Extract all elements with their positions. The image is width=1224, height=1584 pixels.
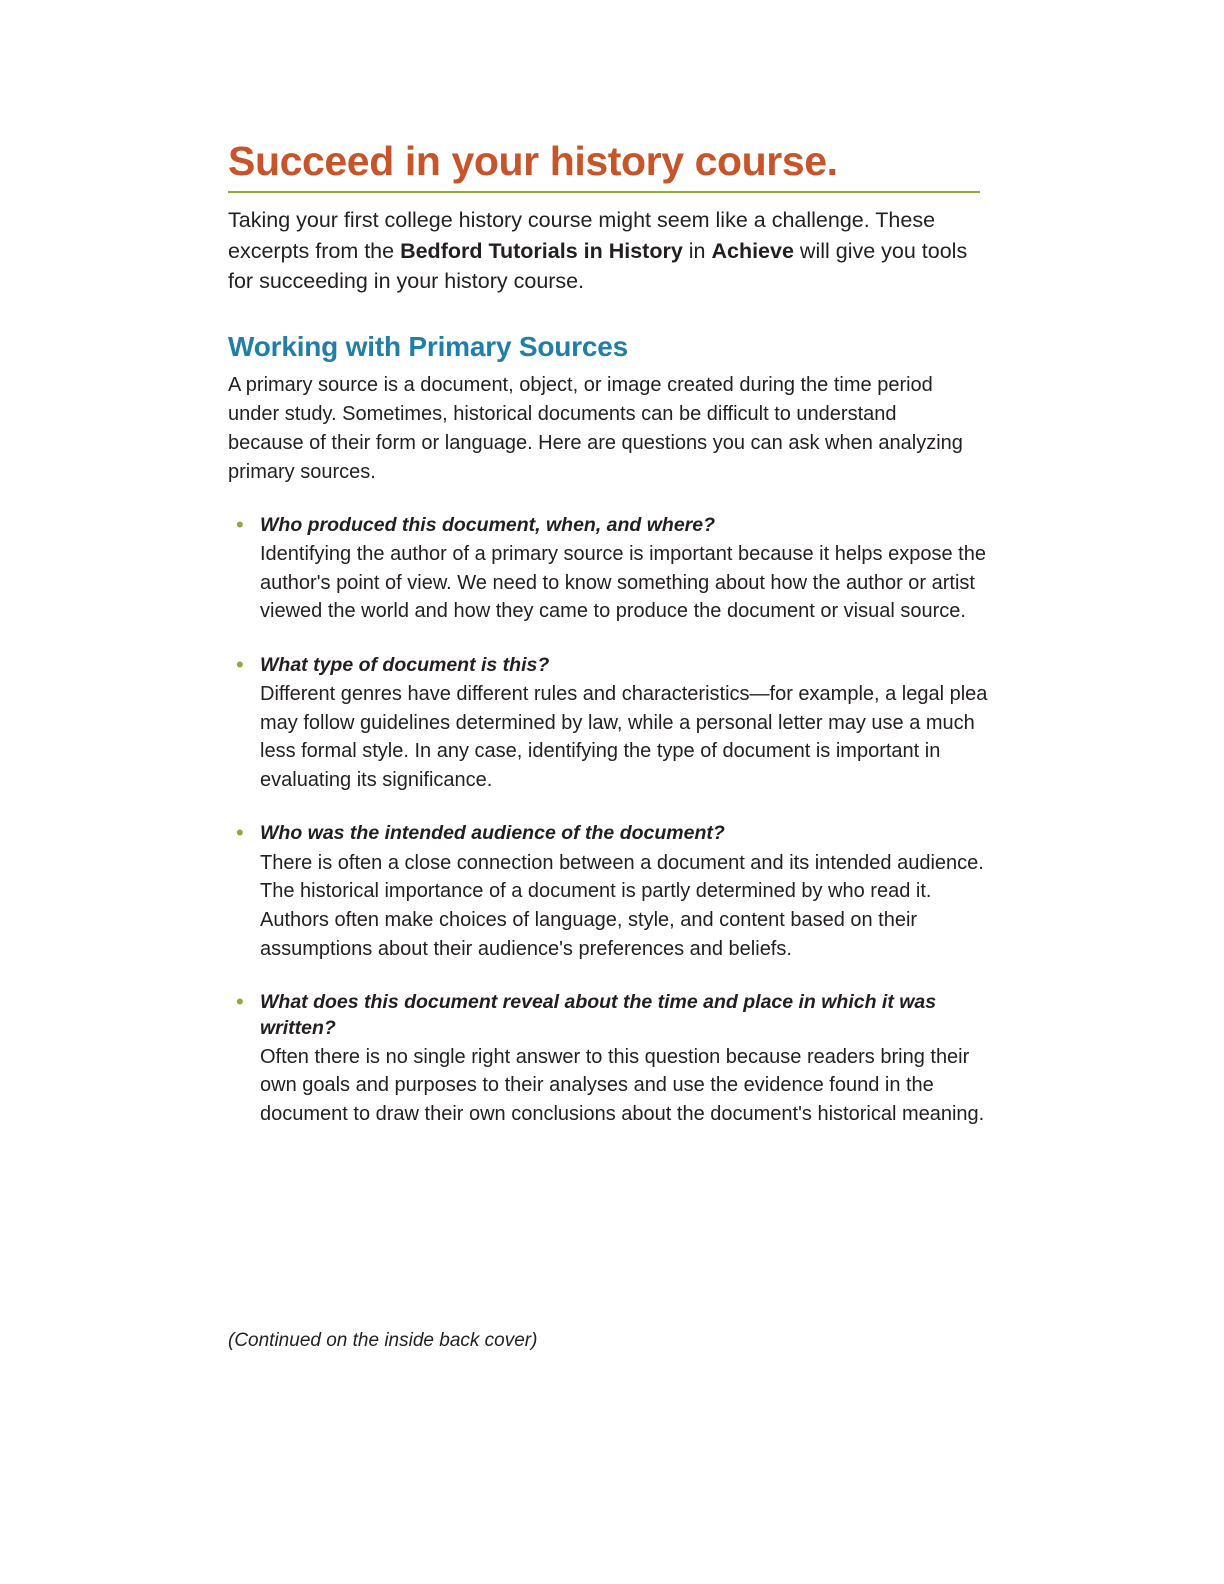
section-intro-paragraph: A primary source is a document, object, or image created during the time period under study. Sometimes, historical documents can be difficult to understand because of their form or language. Here are questions you can ask when analyzing primary sources. bbox=[228, 373, 963, 483]
question-body: There is often a close connection between a document and its intended audience. The historical importance of a document is partly determined by who read it. Authors often make choices of language, style, and content based on their assumptions about their audience's preferences and beliefs. bbox=[260, 851, 984, 960]
list-item bbox=[228, 653, 988, 795]
question-body: Often there is no single right answer to this question because readers bring their own goals and purposes to their analyses and use the evidence found in the document to draw their own conclusions about the document's historical meaning. bbox=[260, 1045, 985, 1126]
intro-bold-achieve: Achieve bbox=[711, 238, 794, 263]
list-item bbox=[228, 821, 988, 963]
list-item bbox=[228, 513, 988, 626]
question-term: • Who was the intended audience of the document? bbox=[260, 822, 725, 845]
intro-paragraph bbox=[228, 205, 968, 297]
question-term: • What type of document is this? bbox=[260, 653, 550, 676]
question-body: Identifying the author of a primary source is important because it helps expose the author's point of view. We need to know something about how the author or artist viewed the world and how they came to produce the document or visual source. bbox=[260, 542, 986, 623]
question-term: • Who produced this document, when, and where? bbox=[260, 513, 716, 536]
question-body: Different genres have different rules and characteristics—for example, a legal plea may follow guidelines determined by law, while a personal letter may use a much less formal style. In any case, identifying the type of document is important in evaluating its significance. bbox=[260, 683, 988, 791]
question-list bbox=[228, 513, 988, 1129]
list-item bbox=[228, 990, 988, 1128]
intro-text-2: in bbox=[682, 238, 712, 263]
intro-bold-bedford-tutorials: Bedford Tutorials in History bbox=[400, 238, 683, 263]
question-term: • What does this document reveal about the time and place in which it was written? bbox=[260, 991, 937, 1039]
continued-note: (Continued on the inside back cover) bbox=[228, 1330, 538, 1351]
page-content bbox=[228, 140, 988, 1156]
intro-text-3: will give you tools for succeeding in your history course. bbox=[228, 238, 968, 294]
page-title: Succeed in your history course. bbox=[228, 138, 838, 184]
section-heading-working-with-primary-sources: Working with Primary Sources bbox=[228, 330, 628, 362]
intro-text-1: Taking your first college history course might seem like a challenge. These excerpts from the bbox=[228, 208, 936, 263]
title-divider bbox=[228, 191, 980, 193]
